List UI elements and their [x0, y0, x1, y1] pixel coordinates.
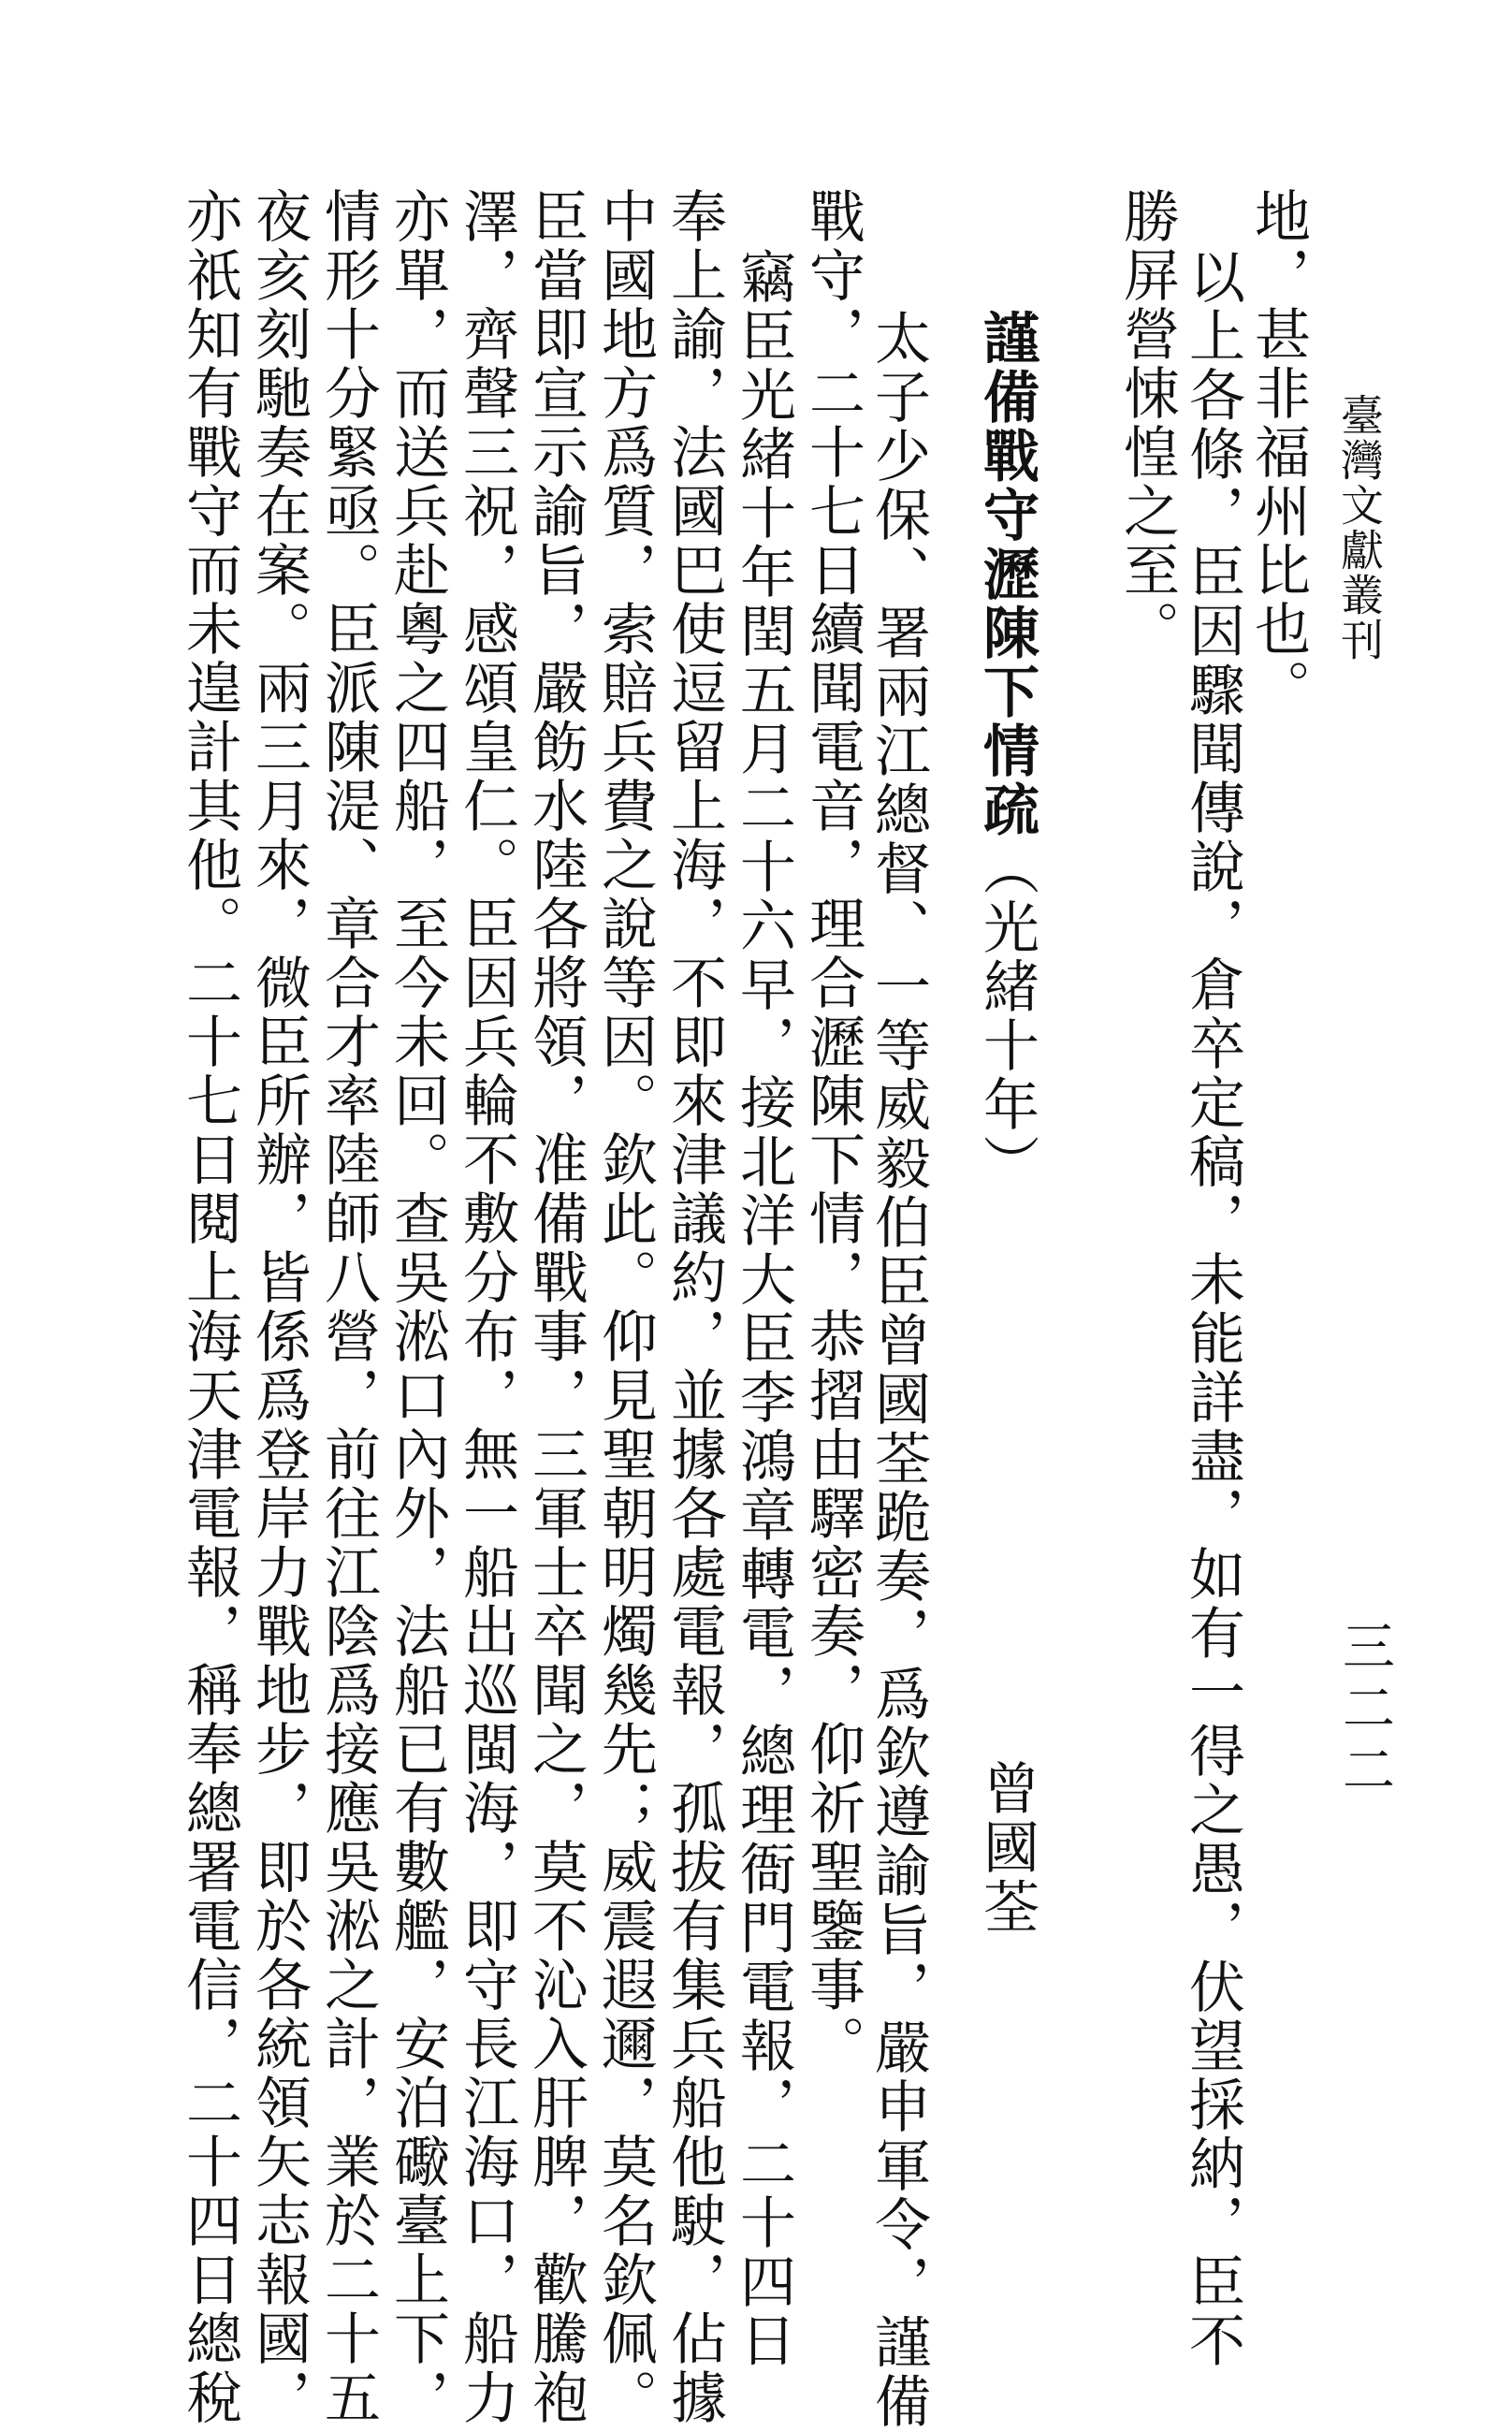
text-column: 夜亥刻馳奏在案。兩三月來，微臣所辦，皆係爲登岸力戰地步，即於各統領矢志報國， — [246, 187, 312, 2427]
text-column: 戰守，二十七日續聞電音，理合瀝陳下情，恭摺由驛密奏，仰祈聖鑒事。 — [800, 187, 865, 2074]
text-column: 臣當即宣示諭旨，嚴飭水陸各將領，准備戰事，三軍士卒聞之，莫不沁入肝脾，歡騰袍 — [523, 187, 589, 2427]
text-column: 中國地方爲質，索賠兵費之說等因。欽此。仰見聖朝明燭幾先；威震遐邇，莫名欽佩。 — [592, 187, 658, 2427]
heading-title: 謹備戰守瀝陳下情疏 — [974, 309, 1040, 839]
page-number: 三二二 — [1334, 1619, 1395, 1804]
author-name: 曾國荃 — [974, 1759, 1040, 1936]
text-column: 亦祇知有戰守而未遑計其他。二十七日閱上海天津電報，稱奉總署電信，二十四日總稅 — [177, 187, 242, 2427]
text-column: 勝屏營悚惶之至。 — [1114, 187, 1180, 659]
text-column: 情形十分緊亟。臣派陳湜、章合才率陸師八營，前往江陰爲接應吳淞之計，業於二十五 — [315, 187, 381, 2427]
text-column: 奉上諭，法國巴使逗留上海，不即來津議約，並據各處電報，孤拔有集兵船他駛，佔據 — [662, 187, 727, 2427]
text-column: 太子少保、署兩江總督、一等威毅伯臣曾國荃跪奏，爲欽遵諭旨，嚴申軍令，謹備 — [865, 309, 931, 2431]
text-column: 澤，齊聲三祝，感頌皇仁。臣因兵輪不敷分布，無一船出巡閩海，即守長江海口，船力 — [454, 187, 519, 2427]
running-head: 臺灣文獻叢刊 — [1334, 393, 1385, 662]
text-column: 亦單，而送兵赴粵之四船，至今未回。查吳淞口內外，法船已有數艦，安泊礮臺上下， — [385, 187, 450, 2427]
text-column: 竊臣光緒十年閏五月二十六早，接北洋大臣李鴻章轉電，總理衙門電報，二十四日 — [731, 248, 796, 2370]
section-heading — [974, 309, 1040, 1193]
text-column: 地，甚非福州比也。 — [1245, 187, 1311, 718]
heading-subtitle: （光緒十年） — [974, 839, 1040, 1193]
text-column: 以上各條，臣因驟聞傳說，倉卒定稿，未能詳盡，如有一得之愚，伏望採納，臣不 — [1180, 248, 1245, 2370]
